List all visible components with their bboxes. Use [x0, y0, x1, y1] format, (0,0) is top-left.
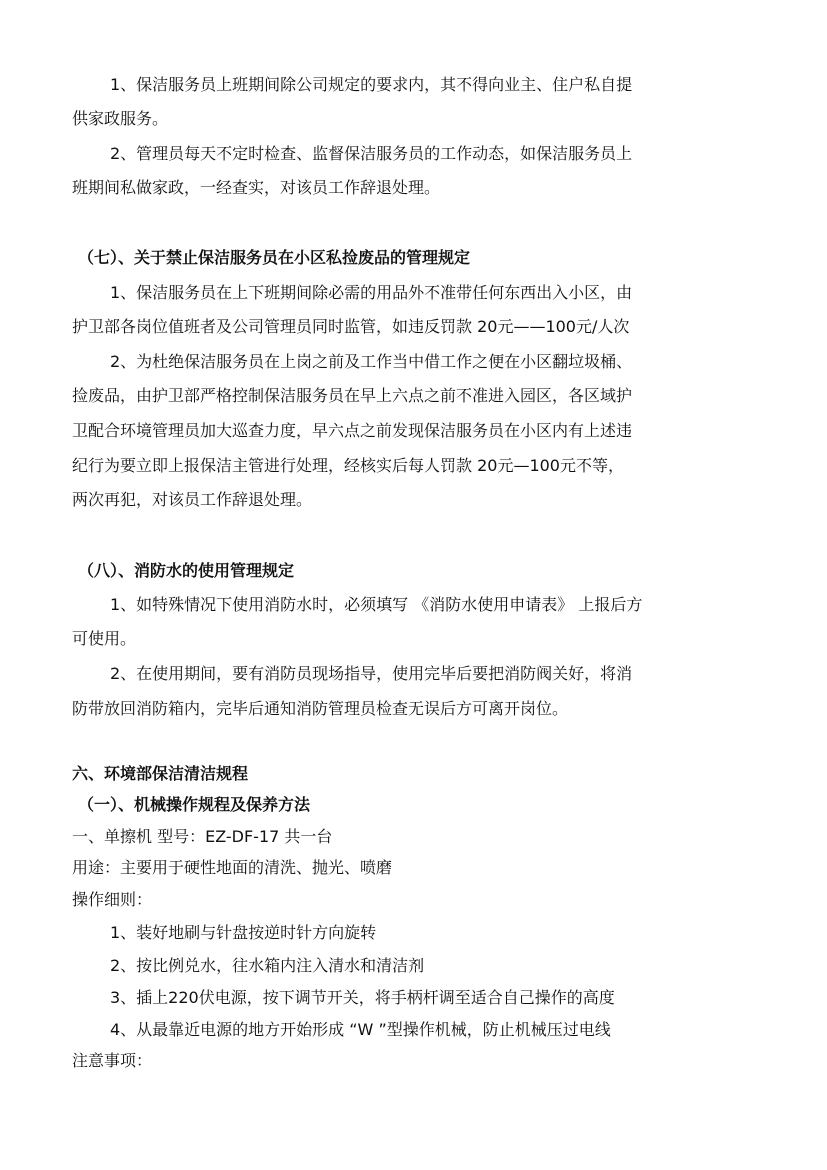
s7-p2-line2: 捡废品，由护卫部严格控制保洁服务员在早上六点之前不准进入园区，各区域护 [72, 386, 633, 405]
s8-p1-line1: 1、如特殊情况下使用消防水时，必须填写 《消防水使用申请表》 上报后方 [110, 595, 643, 614]
operation-details-title: 操作细则： [72, 890, 153, 909]
operation-step-4: 4、从最靠近电源的地方开始形成 “W ”型操作机械，防止机械压过电线 [110, 1020, 611, 1039]
operation-step-2: 2、按比例兑水，往水箱内注入清水和清洁剂 [110, 956, 425, 975]
s1-p1-line1: 1、保洁服务员上班期间除公司规定的要求内，其不得向业主、住户私自提 [110, 75, 633, 94]
s1-p2-line2: 班期间私做家政，一经查实，对该员工作辞退处理。 [72, 178, 441, 197]
s7-p1-line2: 护卫部各岗位值班者及公司管理员同时监管，如违反罚款 20元——100元/人次 [72, 317, 630, 336]
s7-p2-line4: 纪行为要立即上报保洁主管进行处理，经核实后每人罚款 20元—100元不等， [72, 456, 624, 475]
machine-model-line: 一、单擦机 型号：EZ-DF-17 共一台 [72, 827, 333, 846]
s8-p2-line2: 防带放回消防箱内，完毕后通知消防管理员检查无误后方可离开岗位。 [72, 699, 569, 718]
s7-p2-line5: 两次再犯，对该员工作辞退处理。 [72, 490, 313, 509]
s7-p2-line3: 卫配合环境管理员加大巡查力度，早六点之前发现保洁服务员在小区内有上述违 [72, 421, 633, 440]
s1-p2-line1: 2、管理员每天不定时检查、监督保洁服务员的工作动态，如保洁服务员上 [110, 144, 633, 163]
section-7-heading: （七）、关于禁止保洁服务员在小区私捡废品的管理规定 [78, 248, 471, 267]
section-8-heading: （八）、消防水的使用管理规定 [78, 561, 295, 580]
operation-step-3: 3、插上220伏电源，按下调节开关，将手柄杆调至适合自己操作的高度 [110, 988, 615, 1007]
machine-usage-line: 用途：主要用于硬性地面的清洗、抛光、喷磨 [72, 858, 393, 877]
s1-p1-line2: 供家政服务。 [72, 109, 169, 128]
chapter-6-sub1-heading: （一）、机械操作规程及保养方法 [78, 795, 311, 814]
chapter-6-heading: 六、环境部保洁清洁规程 [72, 764, 249, 783]
s8-p1-line2: 可使用。 [72, 629, 137, 648]
s8-p2-line1: 2、在使用期间，要有消防员现场指导，使用完毕后要把消防阀关好，将消 [110, 664, 633, 683]
s7-p2-line1: 2、为杜绝保洁服务员在上岗之前及工作当中借工作之便在小区翻垃圾桶、 [110, 352, 633, 371]
s7-p1-line1: 1、保洁服务员在上下班期间除必需的用品外不准带任何东西出入小区，由 [110, 283, 633, 302]
notes-title: 注意事项： [72, 1051, 153, 1070]
operation-step-1: 1、装好地刷与针盘按逆时针方向旋转 [110, 923, 377, 942]
